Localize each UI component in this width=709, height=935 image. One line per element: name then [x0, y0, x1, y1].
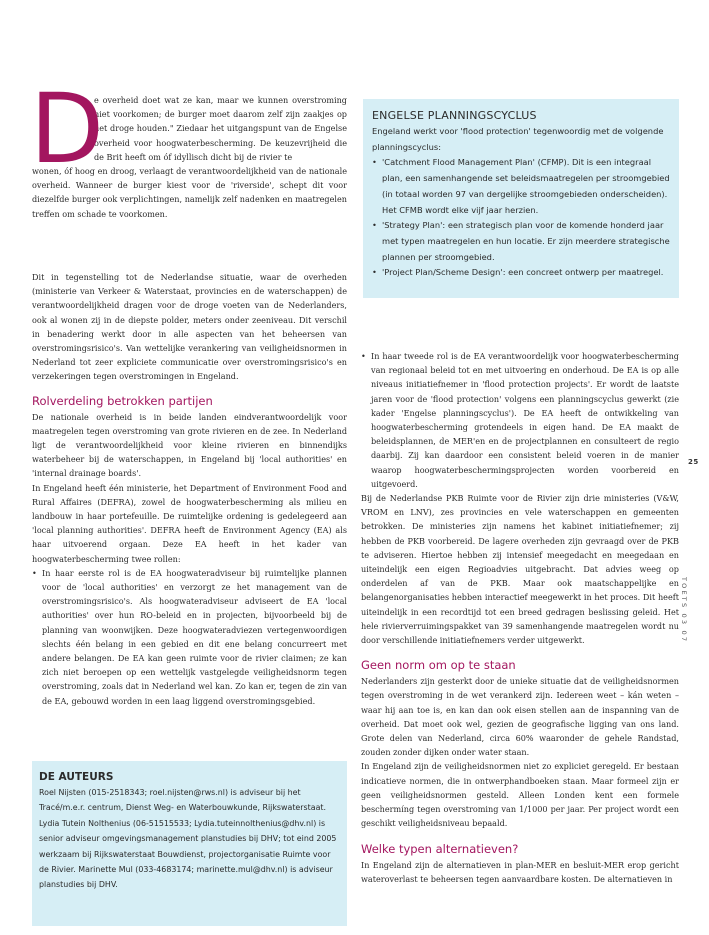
planning-cycle-title: ENGELSE PLANNINGSCYCLUS [372, 109, 537, 122]
heading-rolverdeling: Rolverdeling betrokken partijen [32, 393, 213, 408]
planning-cycle-box [363, 99, 679, 298]
heading-alternatieven: Welke typen alternatieven? [361, 841, 519, 856]
bullet-eerste-rol: • In haar eerste rol is de EA hoogwateradviseur bij ruimtelijke plannen voor de 'local authorities' en verzorgt ze het management van de overstromingsrisico's. Als hoogwateradviseur adviseert de EA 'local authorities' over hun RO-beleid en in projecten, bijvoorbeeld bij de planning van woonwijken. Deze hoogwateradviezen vertegenwoordigen slechts één belang in een gebied en dit ene belang concurreert met andere belangen. De EA kan geen ruimte voor de rivier claimen; ze kan zich niet beroepen op een wettelijk vastgelegde veiligheidsnorm tegen overstroming, zoals dat in Nederland wel kan. Zo kan er, tegen de zin van de EA, gebouwd worden in een laag liggend overstromingsgebied. [32, 566, 347, 708]
planning-cycle-item: • 'Strategy Plan': een strategisch plan voor de komende honderd jaar met typen maatregelen en hun locatie. Er zijn meerdere strategische plannen per stroomgebied. [372, 218, 670, 265]
bullet-tweede-rol: • In haar tweede rol is de EA verantwoordelijk voor hoogwaterbescherming van regionaal beleid tot en met uitvoering en onderhoud. De EA is op alle niveaus initiatiefnemer in 'flood protection projects'. Er wordt de laatste jaren voor de 'flood protection' volgens een planningscyclus gewerkt (zie kader 'Engelse planningscyclus'). De EA heeft de ontwikkeling van hoogwaterbescherming grotendeels in eigen hand. De EA maakt de beleidsplannen, de MER'en en de projectplannen en consulteert de regio daarbij. Zij kan daardoor een consistent beleid voeren in de manier waarop hoogwaterbeschermingsprojecten worden voorbereid en uitgevoerd. [361, 349, 679, 491]
rolverdeling-paragraph-2: In Engeland heeft één ministerie, het Department of Environment Food and Rural Affaires (DEFRA), zowel de hoogwaterbescherming als milieu en landbouw in haar portefeuille. De ruimtelijke ordening is gedelegeerd aan 'local planning authorities'. DEFRA heeft de Environment Agency (EA) als haar uitvoerend orgaan. Deze EA heeft in het kader van hoogwaterbescherming twee rollen: [32, 482, 347, 564]
planning-cycle-item: • 'Project Plan/Scheme Design': een concreet ontwerp per maatregel. [372, 265, 670, 281]
norm-paragraph-1: Nederlanders zijn gesterkt door de unieke situatie dat de veiligheidsnormen tegen overstroming in de wet verankerd zijn. Iedereen weet – kán weten – waar hij aan toe is, en kan dan ook eisen stellen aan de inspanning van de overheid. Dat moet ook wel, gezien de geografische ligging van ons land. Grote delen van Nederland, circa 60% waaronder de gehele Randstad, zouden zonder dijken onder water staan. [361, 676, 679, 758]
rolverdeling-bullets [32, 566, 347, 708]
intro-lead [30, 73, 347, 264]
alternatieven-paragraph: In Engeland zijn de alternatieven in plan-MER en besluit-MER erop gericht wateroverlast te beheersen tegen aanvaardbare kosten. De alternatieven in [361, 859, 679, 884]
rolverdeling-paragraph-1: De nationale overheid is in beide landen eindverantwoordelijk voor maatregelen tegen overstroming van grote rivieren en de zee. In Nederland ligt de verantwoordelijkheid voor kleine rivieren en binnendijks waterbeheer bij de waterschappen, in Engeland bij 'local authorities' en 'internal drainage boards'. [32, 411, 347, 479]
drop-cap: D [30, 73, 104, 185]
left-column [30, 73, 347, 708]
right-column [361, 349, 679, 886]
authors-box-title: DE AUTEURS [39, 771, 114, 783]
intro-lead-rest: wonen, óf hoog en droog, verlaagt de verantwoordelijkheid van de nationale overheid. Wanneer de burger kiest voor de 'riverside', schept dit voor diezelfde burger ook verplichtingen, namelijk zelf nadenken en maatregelen treffen om schade te voorkomen. [32, 166, 347, 219]
authors-box-text: Roel Nijsten (015-2518343; roel.nijsten@rws.nl) is adviseur bij het Tracé/m.e.r. centrum, Dienst Weg- en Waterbouwkunde, Rijkswaterstaat. Lydia Tutein Nolthenius (06-51515533; Lydia.tuteinnolthenius@dhv.nl) is senior adviseur omgevingsmanagement planstudies bij DHV; tot eind 2005 werkzaam bij Rijkswaterstaat Bouwdienst, projectorganisatie Ruimte voor de Rivier. Marinette Mul (033-4683174; marinette.mul@dhv.nl) is adviseur planstudies bij DHV. [39, 788, 337, 890]
rolverdeling-bullets-continued [361, 349, 679, 491]
planning-cycle-intro: Engeland werkt voor 'flood protection' tegenwoordig met de volgende planningscyclus: [372, 126, 664, 152]
planning-cycle-list [372, 155, 670, 281]
norm-paragraph-2: In Engeland zijn de veiligheidsnormen niet zo expliciet geregeld. Er bestaan indicatieve normen, die in ontwerphandboeken staan. Maar formeel zijn er geen veiligheidsnormen gesteld. Alleen Londen kent een formele beschermíng tegen overstroming van 1/1000 per jaar. Per project wordt een geschikt veiligheidsniveau bepaald. [361, 761, 679, 829]
intro-paragraph-2: Dit in tegenstelling tot de Nederlandse situatie, waar de overheden (ministerie van Verkeer & Waterstaat, provincies en de waterschappen) de verantwoordelijkheid dragen voor de droge voeten van de Nederlanders, ook al wonen zij in de diepste polder, meters onder zeeniveau. Dit verschil in benadering werkt door in alle aspecten van het beheersen van overstromingsrisico's. Van wettelijke verankering van veiligheidsnormen in Nederland tot zeer expliciete communicatie over overstromingsrisico's en verzekeringen tegen overstromingen in Engeland. [32, 272, 347, 382]
page-number: 25 [688, 458, 699, 466]
pkb-paragraph: Bij de Nederlandse PKB Ruimte voor de Rivier zijn drie ministeries (V&W, VROM en LNV), zes provincies en vele waterschappen en gemeenten betrokken. De ministeries zijn namens het kabinet initiatiefnemer; zij hebben de PKB voorbereid. De lagere overheden zijn gevraagd over de PKB te adviseren. Hiertoe hebben zij intensief meegedacht en meegedaan en uiteindelijk een eigen Regioadvies uitgebracht. Dat advies weeg op onderdelen af van de PKB. Maar ook maatschappelijke en belangenorganisaties hebben interactief meegewerkt in het proces. Dit heeft uiteindelijk in een recordtijd tot een breed gedragen beslissing geleid. Het hele rivierverruimingspakket van 39 samenhangende maatregelen wordt nu door verschillende initiatiefnemers verder uitgewerkt. [361, 493, 679, 646]
planning-cycle-item: • 'Catchment Flood Management Plan' (CFMP). Dit is een integraal plan, een samenhangende set beleidsmaatregelen per stroomgebied (in totaal worden 97 van dergelijke stroomgebieden onderscheiden). Het CFMB wordt elke vijf jaar herzien. [372, 155, 670, 218]
running-title [681, 577, 709, 657]
running-title-text: TOETS 03 07 [680, 577, 688, 644]
heading-norm: Geen norm om op te staan [361, 658, 516, 673]
intro-lead-text: e overheid doet wat ze kan, maar we kunnen overstroming niet voorkomen; de burger moet daarom zelf zijn zaakjes op het droge houden." Ziedaar het uitgangspunt van de Engelse overheid voor hoogwaterbescherming. De keuzevrijheid die de Brit heeft om óf idyllisch dicht bij de rivier te [94, 95, 347, 162]
authors-box [32, 761, 347, 926]
